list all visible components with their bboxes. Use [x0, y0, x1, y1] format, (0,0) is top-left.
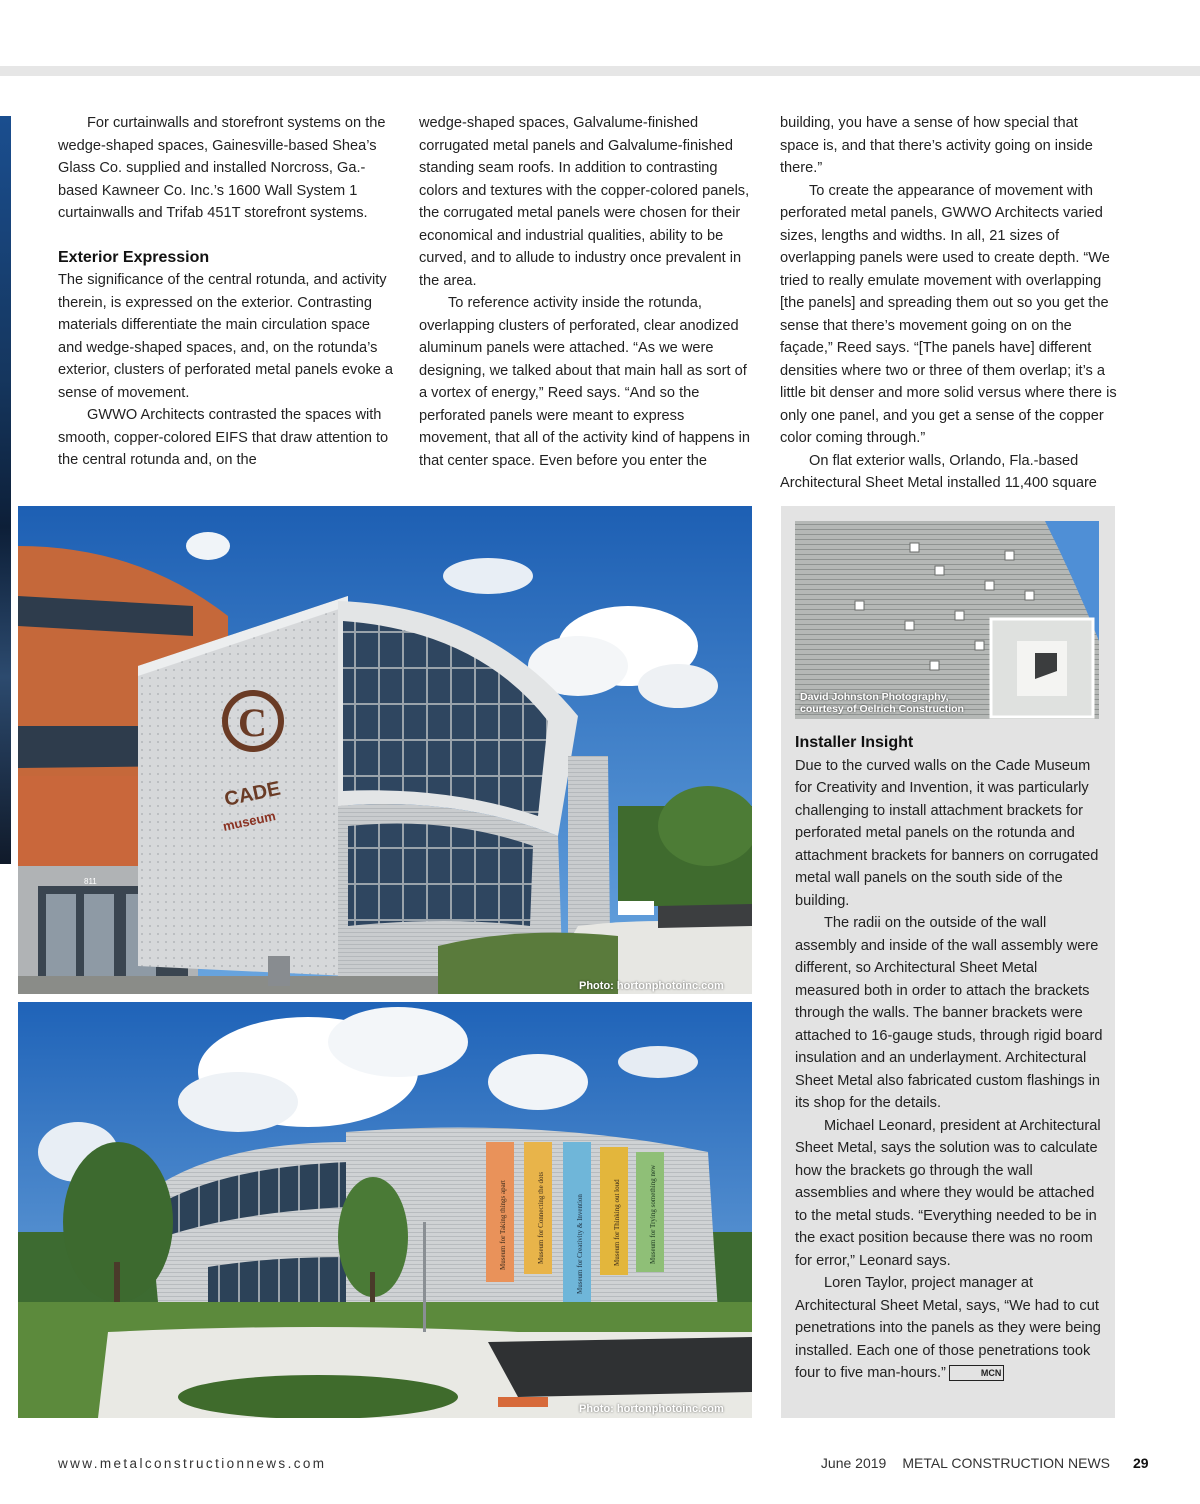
paragraph: building, you have a sense of how special that space is, and that there’s activity going on inside there.”	[780, 115, 1093, 176]
banner-title: Museum for Connecting the dots	[537, 1171, 545, 1264]
photo-credit: Photo: hortonphotoinc.com	[579, 980, 724, 992]
paragraph: The significance of the central rotunda, and activity therein, is expressed on the exterior. Contrasting materials differentiate the main circulation space and wedge-shaped spaces, and, on the rotunda’s exterior, clusters of perforated metal panels evoke a sense of movement.	[58, 272, 394, 401]
sidebar-heading: Installer Insight	[795, 734, 914, 751]
website-url: www.metalconstructionnews.com	[58, 1456, 327, 1471]
credit-line: courtesy of Oelrich Construction	[800, 703, 964, 715]
previous-page-image-edge	[0, 116, 11, 864]
installer-insight-sidebar	[781, 506, 1115, 1418]
cade-sign: CADE	[222, 777, 283, 811]
paragraph	[795, 1272, 1105, 1385]
header-rule	[0, 66, 1200, 76]
section-heading: Exterior Expression	[58, 248, 210, 266]
publication-name: METAL CONSTRUCTION NEWS	[902, 1455, 1110, 1471]
paragraph: On flat exterior walls, Orlando, Fla.-based Architectural Sheet Metal installed 11,400 square	[780, 452, 1097, 491]
banner-title: Museum for Creativity & Invention	[576, 1194, 584, 1294]
paragraph: To reference activity inside the rotunda, overlapping clusters of perforated, clear anodized aluminum panels were attached. “As we were designing, we talked about that main hall as sort of a vortex of energy,” Reed says. “And so the perforated panels were meant to express movement, that all of the activity kind of happens in that center space. Even before you enter the	[419, 295, 750, 469]
text-column-1	[58, 112, 394, 472]
museum-sign: museum	[221, 808, 277, 834]
photo-credit: Photo: hortonphotoinc.com	[579, 1403, 724, 1415]
svg-text:C: C	[238, 700, 267, 745]
paragraph: To create the appearance of movement with perforated metal panels, GWWO Architects varied sizes, lengths and widths. In all, 21 sizes of overlapping panels were used to create depth. “We tried to really emulate movement with overlapping [the panels] and spreading them out so you get the sense that there’s movement going on on the façade,” Reed says. “[The panels have] different densities where two or three of them overlap; it’s a little bit denser and more solid versus where there is only one panel, and you get a sense of the copper color coming through.”	[780, 182, 1117, 446]
banner-title: Museum for Trying something new	[649, 1164, 657, 1264]
perforated-panel-photo	[795, 521, 1099, 719]
door-number: 811	[84, 877, 97, 886]
rotunda-banners-photo	[18, 1002, 752, 1418]
paragraph: wedge-shaped spaces, Galvalume-finished corrugated metal panels and Galvalume-finished standing seam roofs. In addition to contrasting colors and textures with the copper-colored panels, the corrugated metal panels were chosen for their economical and industrial qualities, ability to be curved, and to allude to industry once prevalent in the area.	[419, 115, 750, 289]
paragraph: Michael Leonard, president at Architectural Sheet Metal, says the solution was to calculate how the brackets go through the wall assemblies and where they would be attached to the metal studs. “Everything needed to be in the exact position because there was no room for error,” Leonard says.	[795, 1117, 1101, 1269]
credit-line: David Johnston Photography,	[800, 691, 949, 703]
banner-title: Museum for Taking things apart	[499, 1180, 507, 1270]
paragraph: Due to the curved walls on the Cade Museum for Creativity and Invention, it was particularly challenging to install attachment brackets for perforated metal panels on the rotunda and attachment brackets for banners on corrugated metal wall panels on the south side of the building.	[795, 757, 1099, 909]
paragraph-text: Loren Taylor, project manager at Architectural Sheet Metal, says, “We had to cut penetrations into the panels as they were being installed. Each one of those penetrations took four to five man-hours.”	[795, 1275, 1101, 1381]
paragraph: GWWO Architects contrasted the spaces with smooth, copper-colored EIFS that draw attention to the central rotunda and, on the	[58, 407, 389, 468]
text-column-2	[419, 112, 755, 472]
museum-entrance-photo	[18, 506, 752, 994]
sidebar-text	[795, 732, 1105, 1385]
end-mark: MCN	[949, 1365, 1005, 1381]
page-number: 29	[1133, 1455, 1149, 1471]
text-column-3	[780, 112, 1120, 495]
paragraph: For curtainwalls and storefront systems on the wedge-shaped spaces, Gainesville-based Shea’s Glass Co. supplied and installed Norcross, Ga.-based Kawneer Co. Inc.’s 1600 Wall System 1 curtainwalls and Trifab 451T storefront systems.	[58, 115, 386, 221]
photo-credit	[800, 691, 964, 715]
issue-date: June 2019	[820, 1455, 887, 1471]
paragraph: The radii on the outside of the wall assembly and inside of the wall assembly were different, so Architectural Sheet Metal measured both in order to attach the brackets through the walls. The banner brackets were attached to 16-gauge studs, through rigid board insulation and an underlayment. Architectural Sheet Metal also fabricated custom flashings in its shop for the details.	[795, 915, 1103, 1111]
banner-title: Museum for Thinking out loud	[613, 1179, 621, 1266]
footer-folio	[821, 1455, 1110, 1471]
